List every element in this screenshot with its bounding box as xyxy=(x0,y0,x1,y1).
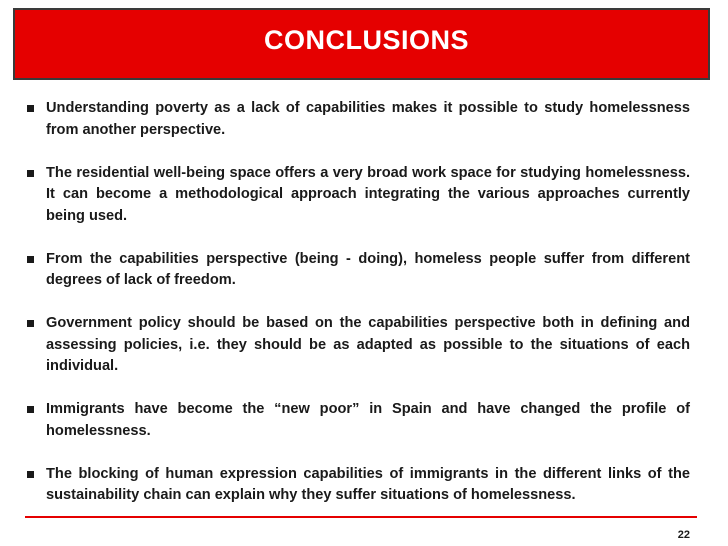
title-banner xyxy=(13,8,710,80)
bullet-item xyxy=(25,98,690,141)
footer-divider xyxy=(25,516,697,518)
bullet-item xyxy=(25,399,690,442)
square-bullet-icon xyxy=(27,256,34,263)
bullet-text: The residential well-being space offers a very broad work space for studying homelessness. It can become a methodological approach integrating the various approaches currently being used. xyxy=(46,164,690,224)
page-number: 22 xyxy=(677,529,690,541)
bullet-text: The blocking of human expression capabilities of immigrants in the different links of the sustainability chain can explain why they suffer situations of homelessness. xyxy=(46,465,690,503)
bullet-list xyxy=(25,98,690,528)
bullet-item xyxy=(25,464,690,507)
bullet-text: From the capabilities perspective (being - doing), homeless people suffer from different degrees of lack of freedom. xyxy=(46,250,690,288)
bullet-item xyxy=(25,249,690,292)
bullet-text: Government policy should be based on the capabilities perspective both in defining and assessing policies, i.e. they should be as adapted as possible to the situations of each individual. xyxy=(46,315,690,374)
square-bullet-icon xyxy=(27,471,34,478)
bullet-item xyxy=(25,313,690,378)
bullet-item xyxy=(25,163,690,228)
square-bullet-icon xyxy=(27,406,34,413)
slide-title: CONCLUSIONS xyxy=(263,24,469,55)
square-bullet-icon xyxy=(27,320,34,327)
bullet-text: Understanding poverty as a lack of capabilities makes it possible to study homelessness from another perspective. xyxy=(46,100,690,138)
square-bullet-icon xyxy=(27,105,34,112)
square-bullet-icon xyxy=(27,170,34,177)
bullet-text: Immigrants have become the “new poor” in Spain and have changed the profile of homelessness. xyxy=(46,401,690,439)
